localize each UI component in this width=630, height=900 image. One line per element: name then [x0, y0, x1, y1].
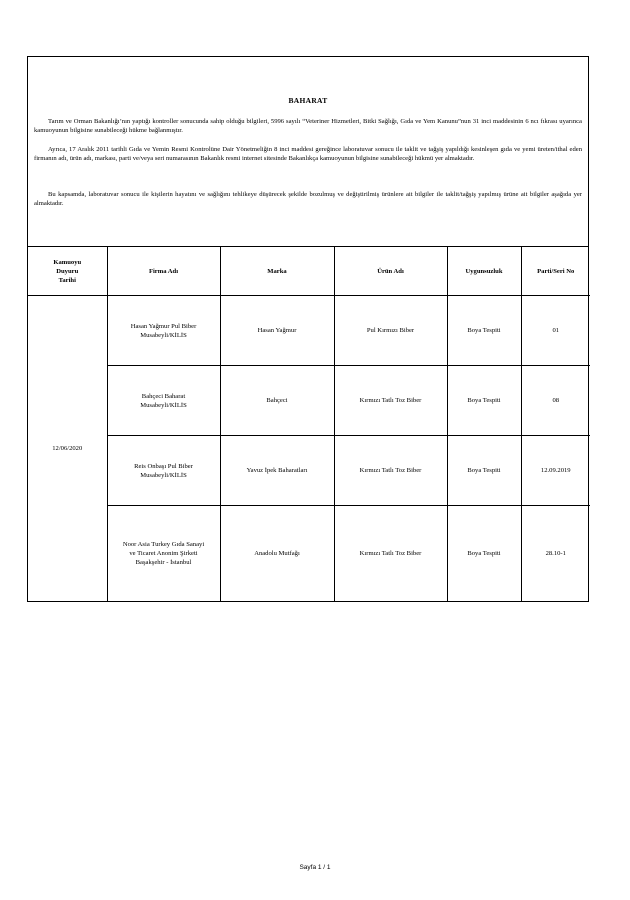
- header-nonconformity: Uygunsuzluk: [447, 247, 521, 296]
- nonconformity-cell: Boya Tespiti: [447, 506, 521, 602]
- product-table: [28, 247, 590, 602]
- intro-paragraph-2: Ayrıca, 17 Aralık 2011 tarihli Gıda ve Yemin Resmi Kontrolüne Dair Yönetmeliğin 8 inci maddesi gereğince laboratuvar sonucu ile taklit ve tağşiş yapıldığı kesinleşen gıda ve yemi üreten/ithal eden firmanın adı, ürün adı, markası, parti ve/veya seri numarasının Bakanlık resmi internet sitesinde Bakanlıkça kamuoyunun bilgisine sunabileceği hükmü yer almaktadır.: [34, 146, 582, 162]
- product-cell: Kırmızı Tatlı Toz Biber: [334, 436, 447, 506]
- table-header-row: [28, 247, 590, 296]
- nonconformity-cell: Boya Tespiti: [447, 296, 521, 366]
- table-row: [28, 366, 590, 436]
- firm-cell: Reis Onbaşı Pul Biber Musabeyli/KİLİS: [107, 436, 220, 506]
- header-product-name: Ürün Adı: [334, 247, 447, 296]
- product-cell: Kırmızı Tatlı Toz Biber: [334, 506, 447, 602]
- header-brand: Marka: [220, 247, 334, 296]
- batch-cell: 08: [521, 366, 590, 436]
- table-row: [28, 436, 590, 506]
- brand-cell: Hasan Yağmur: [220, 296, 334, 366]
- brand-cell: Anadolu Mutfağı: [220, 506, 334, 602]
- firm-cell: Noor Asia Turkey Gıda Sanayi ve Ticaret Anonim Şirketi Başakşehir - İstanbul: [107, 506, 220, 602]
- brand-cell: Yavuz İpek Baharatları: [220, 436, 334, 506]
- table-row: [28, 296, 590, 366]
- document-frame: [27, 56, 589, 602]
- nonconformity-cell: Boya Tespiti: [447, 366, 521, 436]
- header-batch-number: Parti/Seri No: [521, 247, 590, 296]
- document-title: BAHARAT: [288, 96, 328, 105]
- page-number: Sayfa 1 / 1: [299, 864, 331, 871]
- firm-cell: Hasan Yağmur Pul Biber Musabeyli/KİLİS: [107, 296, 220, 366]
- table-row: [28, 506, 590, 602]
- nonconformity-cell: Boya Tespiti: [447, 436, 521, 506]
- intro-paragraph-1: Tarım ve Orman Bakanlığı’nın yaptığı kontroller sonucunda sahip olduğu bilgileri, 5996 sayılı “Veteriner Hizmetleri, Bitki Sağlığı, Gıda ve Yem Kanunu”nun 31 inci maddesinin 6 ncı fıkrası uyarınca kamuoyunun bilgisine sunabileceği hükme bağlanmıştır.: [34, 118, 582, 134]
- batch-cell: 01: [521, 296, 590, 366]
- product-cell: Pul Kırmızı Biber: [334, 296, 447, 366]
- batch-cell: 12.09.2019: [521, 436, 590, 506]
- batch-cell: 28.10-1: [521, 506, 590, 602]
- header-firm-name: Firma Adı: [107, 247, 220, 296]
- announcement-date-cell: 12/06/2020: [28, 296, 107, 602]
- intro-paragraph-3: Bu kapsamda, laboratuvar sonucu ile kişilerin hayatını ve sağlığını tehlikeye düşürecek şekilde bozulmuş ve değiştirilmiş ürünlere ait bilgiler ile taklit/tağşiş yapılmış ürüne ait bilgiler aşağıda yer almaktadır.: [34, 191, 582, 207]
- header-announcement-date: Kamuoyu Duyuru Tarihi: [28, 247, 107, 296]
- intro-section: [28, 57, 588, 247]
- product-cell: Kırmızı Tatlı Toz Biber: [334, 366, 447, 436]
- firm-cell: Bahçeci Baharat Musabeyli/KİLİS: [107, 366, 220, 436]
- brand-cell: Bahçeci: [220, 366, 334, 436]
